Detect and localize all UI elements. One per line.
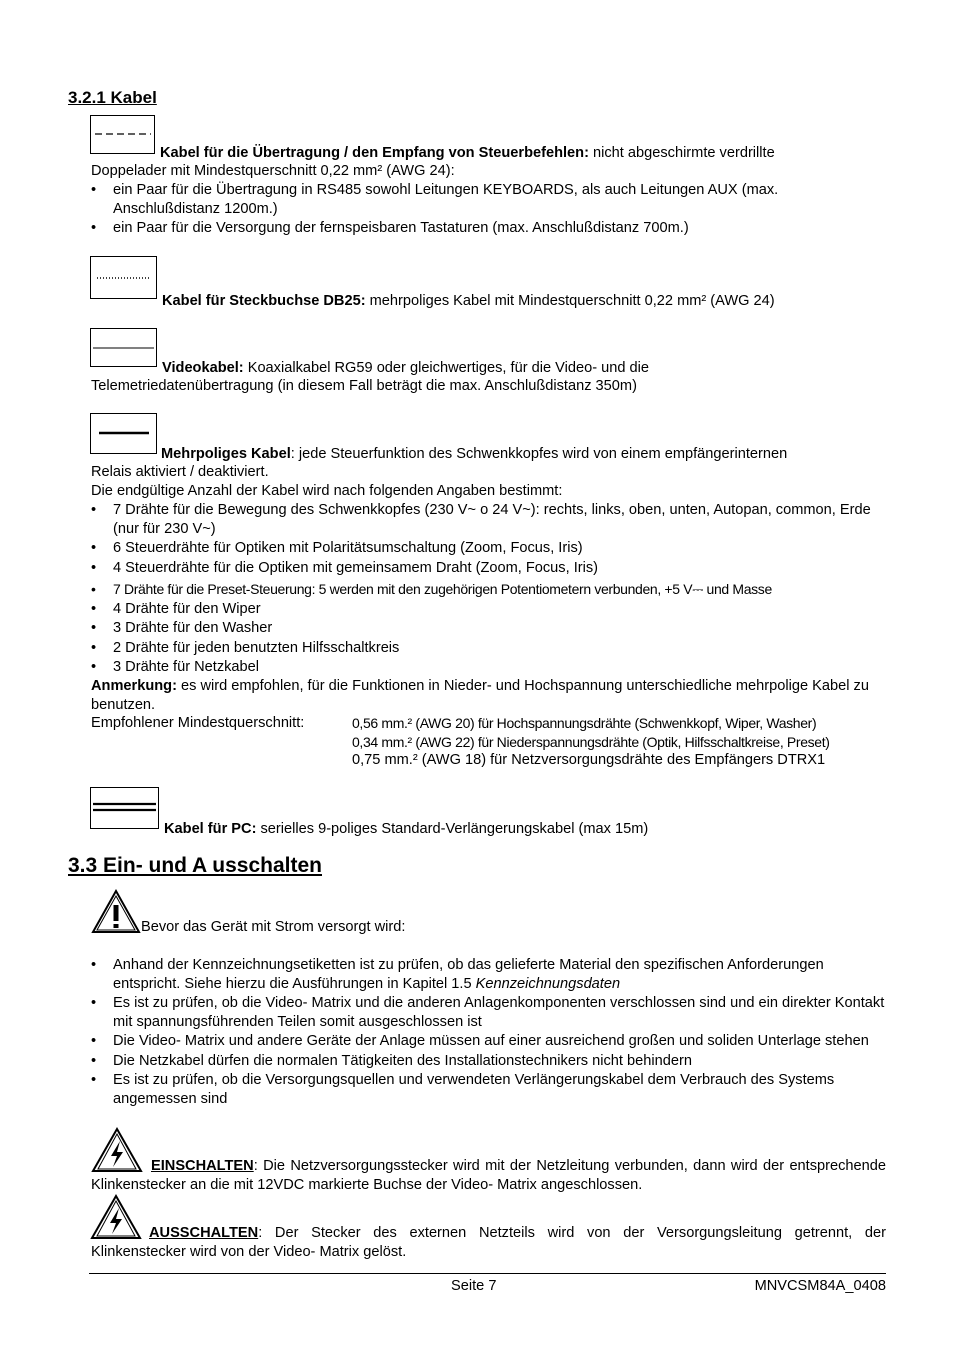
cable4-line1: [161, 445, 787, 464]
cable1-bullets: [91, 181, 886, 238]
cable-symbol-double: [90, 787, 159, 829]
warning-exclamation-icon: [91, 889, 141, 934]
einschalten-label: EINSCHALTEN: [151, 1158, 254, 1174]
cable4-bullets: [91, 501, 886, 677]
list-item: • ein Paar für die Versorgung der fernspeisbaren Tastaturen (max. Anschlußdistanz 700m.): [91, 219, 886, 238]
cross-section-label: Empfohlener Mindestquerschnitt:: [91, 715, 305, 731]
list-item: • Es ist zu prüfen, ob die Versorgungsquellen und verwendeten Verlängerungskabel dem Verbrauch des Systems angemessen sind: [91, 1071, 886, 1108]
einschalten-text: : Die Netzversorgungsstecker wird mit der Netzleitung verbunden, dann wird der entsprechende Klinkenstecker an die mit 12VDC markierte Buchse der Video- Matrix angeschlossen.: [91, 1158, 886, 1193]
list-item: • 7 Drähte für die Bewegung des Schwenkkopfes (230 V~ o 24 V~): rechts, links, oben, unten, Autopan, common, Erde (nur für 230 V~): [91, 501, 886, 538]
cable3-label: Videokabel:: [162, 360, 244, 376]
cable5-text: serielles 9-poliges Standard-Verlängerungskabel (max 15m): [256, 821, 649, 837]
cable-symbol-dotted: [90, 256, 157, 299]
list-item: • Die Netzkabel dürfen die normalen Tätigkeiten des Installationstechnikers nicht behindern: [91, 1052, 886, 1071]
einschalten-paragraph: [91, 1157, 886, 1194]
list-item: • 4 Drähte für den Wiper: [91, 600, 886, 619]
thin-line-icon: [91, 329, 156, 366]
cable-symbol-dashed: [90, 115, 155, 154]
list-item: • 7 Drähte für die Preset-Steuerung: 5 werden mit den zugehörigen Potentiometern verbunden, +5 V⎓ und Masse: [91, 580, 886, 599]
italic-ref: Kennzeichnungsdaten: [475, 975, 621, 992]
dotted-line-icon: [91, 257, 156, 298]
cable3-line2: Telemetriedatenübertragung (in diesem Fall beträgt die max. Anschlußdistanz 350m): [91, 378, 637, 394]
cable5-label: Kabel für PC:: [164, 821, 257, 837]
cable-symbol-thick: [90, 413, 157, 454]
cross-section-value: 0,75 mm.² (AWG 18) für Netzversorgungsdrähte des Empfängers DTRX1: [352, 752, 826, 768]
note-text: es wird empfohlen, für die Funktionen in Nieder- und Hochspannung unterschiedliche mehrpolige Kabel zu benutzen.: [91, 678, 869, 713]
list-item: • Die Video- Matrix und andere Geräte der Anlage müssen auf einer ausreichend großen und soliden Unterlage stehen: [91, 1032, 886, 1051]
cable3-text: Koaxialkabel RG59 oder gleichwertiges, für die Video- und die: [243, 360, 650, 376]
footer-divider: [89, 1273, 886, 1274]
safety-bullets: [91, 956, 886, 1108]
cable4-note: [91, 677, 886, 714]
cross-section-value: 0,34 mm.² (AWG 22) für Niederspannungsdrähte (Optik, Hilfsschaltkreise, Preset): [352, 734, 830, 750]
cable1-line1: [160, 144, 775, 163]
list-item: • 6 Steuerdrähte für Optiken mit Polaritätsumschaltung (Zoom, Focus, Iris): [91, 539, 886, 558]
page-number: Seite 7: [451, 1278, 497, 1294]
list-item: • 3 Drähte für den Washer: [91, 619, 886, 638]
cross-section-value: 0,56 mm.² (AWG 20) für Hochspannungsdrähte (Schwenkkopf, Wiper, Washer): [352, 715, 817, 731]
document-id: MNVCSM84A_0408: [754, 1278, 886, 1294]
section-title-ein-ausschalten: 3.3 Ein- und A usschalten: [68, 854, 322, 877]
warning-intro: Bevor das Gerät mit Strom versorgt wird:: [141, 919, 406, 935]
cable1-line2: Doppelader mit Mindestquerschnitt 0,22 mm² (AWG 24):: [91, 163, 455, 179]
note-label: Anmerkung:: [91, 678, 177, 694]
section-title-kabel: 3.2.1 Kabel: [68, 88, 157, 107]
dashed-line-icon: [91, 116, 154, 153]
cable1-label: Kabel für die Übertragung / den Empfang von Steuerbefehlen:: [160, 145, 589, 161]
list-item: • ein Paar für die Übertragung in RS485 sowohl Leitungen KEYBOARDS, als auch Leitungen AUX (max. Anschlußdistanz 1200m.): [91, 181, 886, 218]
cable2-text: mehrpoliges Kabel mit Mindestquerschnitt 0,22 mm² (AWG 24): [365, 293, 775, 309]
cable4-label: Mehrpoliges Kabel: [161, 446, 291, 462]
list-item: • 2 Drähte für jeden benutzten Hilfsschaltkreis: [91, 639, 886, 658]
list-item: • Es ist zu prüfen, ob die Video- Matrix und die anderen Anlagenkomponenten verschlossen sind und ein direkter Kontakt mit spannungsführenden Teilen somit ausgeschlossen ist: [91, 994, 886, 1031]
ausschalten-paragraph: [91, 1224, 886, 1261]
list-item: • Anhand der Kennzeichnungsetiketten ist zu prüfen, ob das gelieferte Material den spezifischen Anforderungen entspricht. Siehe hierzu die Ausführungen in Kapitel 1.5 Kennzeichnungsdaten: [91, 956, 886, 993]
cable4-text: : jede Steuerfunktion des Schwenkkopfes wird von einem empfängerinternen: [290, 446, 788, 462]
ausschalten-text: : Der Stecker des externen Netzteils wird von der Versorgungsleitung getrennt, der Klinkenstecker wird von der Video- Matrix gelöst.: [91, 1225, 886, 1260]
list-item: • 4 Steuerdrähte für die Optiken mit gemeinsamem Draht (Zoom, Focus, Iris): [91, 559, 886, 578]
cable3-line1: [162, 359, 649, 378]
ausschalten-label: AUSSCHALTEN: [149, 1225, 259, 1241]
list-item: • 3 Drähte für Netzkabel: [91, 658, 886, 677]
cable-symbol-thin: [90, 328, 157, 367]
cable4-line2: Relais aktiviert / deaktiviert.: [91, 464, 269, 480]
cable2-label: Kabel für Steckbuchse DB25:: [162, 293, 366, 309]
thick-line-icon: [91, 414, 156, 453]
cable2-line: [162, 292, 775, 311]
cable4-intro: Die endgültige Anzahl der Kabel wird nach folgenden Angaben bestimmt:: [91, 483, 563, 499]
double-line-icon: [91, 788, 158, 828]
cable1-text: nicht abgeschirmte verdrillte: [588, 145, 775, 161]
cable5-line: [164, 820, 648, 839]
